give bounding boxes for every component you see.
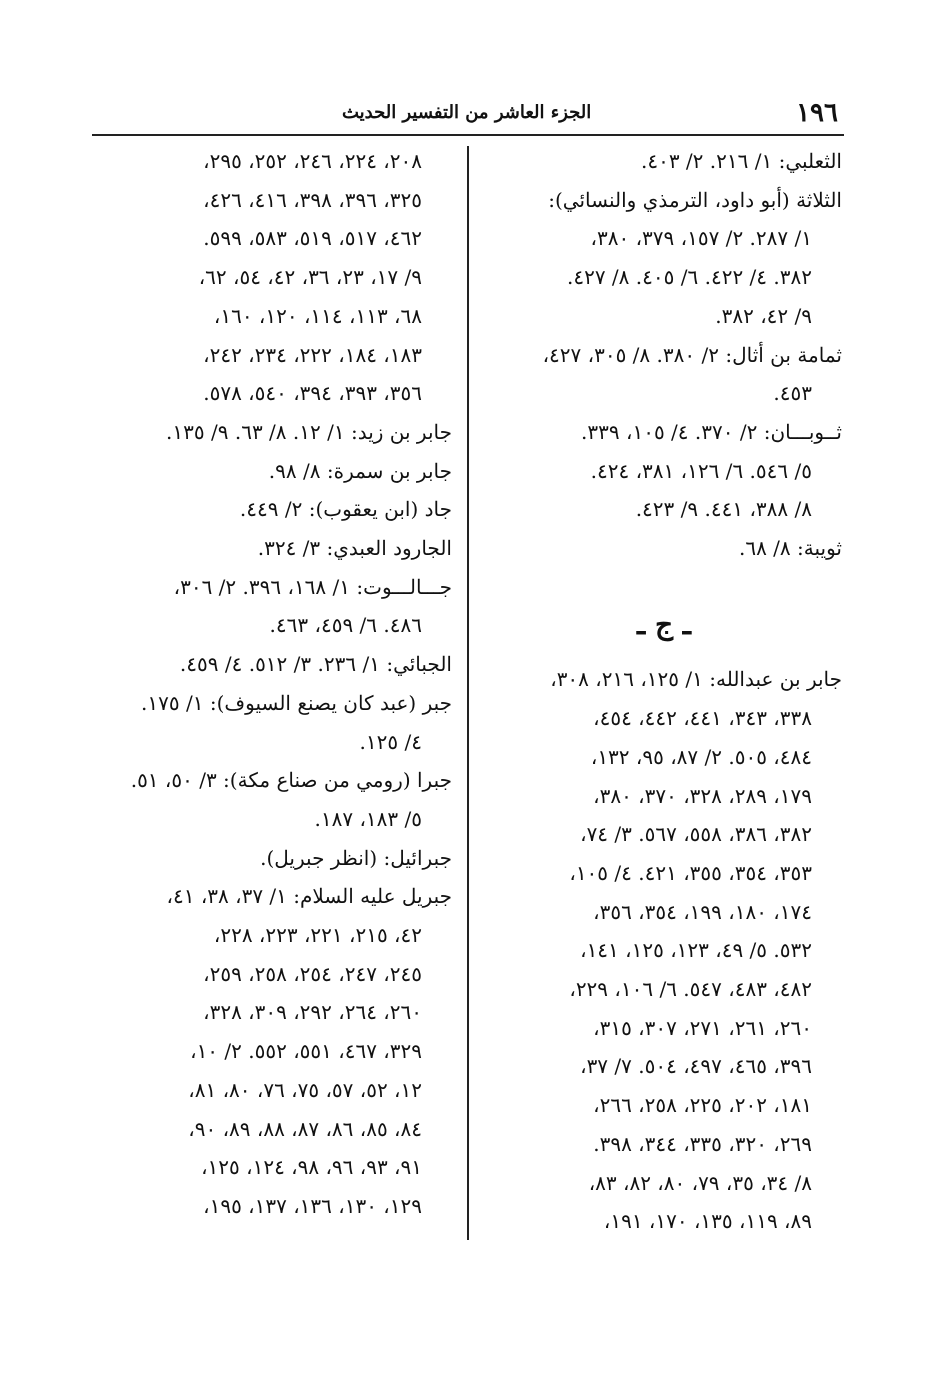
index-line: ٤/ ١٢٥. [359,729,422,754]
index-line: ١٢، ٥٢، ٥٧، ٧٥، ٧٦، ٨٠، ٨١، [188,1077,422,1102]
index-line: ٣٢٩، ٤٦٧، ٥٥١، ٥٥٢. ٢/ ١٠، [190,1039,422,1064]
index-line: ٩/ ١٧، ٢٣، ٣٦، ٤٢، ٥٤، ٦٢، [198,265,422,290]
index-line: جابر بن سمرة: ٨/ ٩٨. [268,458,452,483]
index-line: ٨٤، ٨٥، ٨٦، ٨٧، ٨٨، ٨٩، ٩٠، [188,1116,422,1141]
index-line: ٤٨٤، ٥٠٥. ٢/ ٨٧، ٩٥، ١٣٢، [590,744,812,769]
index-line: ٢٠٨، ٢٢٤، ٢٤٦، ٢٥٢، ٢٩٥، [203,149,422,173]
index-column-right [486,142,842,1241]
index-line: الجارود العبدي: ٣/ ٣٢٤. [257,536,452,561]
index-line: ٥/ ٥٤٦. ٦/ ١٢٦، ٣٨١، ٤٢٤. [590,458,812,483]
index-line: ثــوبـــان: ٢/ ٣٧٠. ٤/ ١٠٥، ٣٣٩. [581,419,842,444]
page-number: ١٩٦ [796,98,838,128]
index-line: ٣٩٦، ٤٦٥، ٤٩٧، ٥٠٤. ٧/ ٣٧، [580,1054,812,1079]
index-line: جابر بن عبدالله: ١/ ١٢٥، ٢١٦، ٣٠٨، [550,667,842,692]
index-line: ٨/ ٣٤، ٣٥، ٧٩، ٨٠، ٨٢، ٨٣، [588,1170,812,1195]
index-line: ٣٥٣، ٣٥٤، ٣٥٥، ٤٢١. ٤/ ١٠٥، [569,860,812,885]
index-line: ٣٢٥، ٣٩٦، ٣٩٨، ٤١٦، ٤٢٦، [203,187,422,212]
index-line: ثمامة بن أثال: ٢/ ٣٨٠. ٨/ ٣٠٥، ٤٢٧، [542,342,842,367]
index-line: ١٧٩، ٢٨٩، ٣٢٨، ٣٧٠، ٣٨٠، [593,783,812,808]
index-line: ٨٩، ١١٩، ١٣٥، ١٧٠، ١٩١، [603,1209,812,1234]
index-line: ٣٣٨، ٣٤٣، ٤٤١، ٤٤٢، ٤٥٤، [593,706,812,731]
index-line: الثعلبي: ١/ ٢١٦. ٢/ ٤٠٣. [640,149,842,173]
index-line: ١٨١، ٢٠٢، ٢٢٥، ٢٥٨، ٢٦٦، [593,1093,812,1118]
index-line: ١٨٣، ١٨٤، ٢٢٢، ٢٣٤، ٢٤٢، [203,342,422,367]
index-line: ٦٨، ١١٣، ١١٤، ١٢٠، ١٦٠، [213,303,422,328]
section-letter-heading: ـ ج ـ [637,607,691,641]
index-line: ١٧٤، ١٨٠، ١٩٩، ٣٥٤، ٣٥٦، [593,899,812,924]
index-line: ٢٤٥، ٢٤٧، ٢٥٤، ٢٥٨، ٢٥٩، [203,961,422,986]
page-header [92,96,844,130]
index-line: ٨/ ٣٨٨، ٤٤١. ٩/ ٤٢٣. [635,497,812,522]
index-line: جابر بن زيد: ١/ ١٢. ٨/ ٦٣. ٩/ ١٣٥. [166,419,452,444]
index-line: ٢٦٠، ٢٦٤، ٢٩٢، ٣٠٩، ٣٢٨، [203,1000,422,1025]
index-line: ٤٦٢، ٥١٧، ٥١٩، ٥٨٣، ٥٩٩. [203,226,422,251]
column-divider [467,146,469,1240]
index-line: الجبائي: ١/ ٢٣٦. ٣/ ٥١٢. ٤/ ٤٥٩. [179,652,452,677]
index-line: جبرائيل: (انظر جبريل). [260,845,452,870]
index-line: ٢٦٠، ٢٦١، ٢٧١، ٣٠٧، ٣١٥، [593,1015,812,1040]
index-line: ٥/ ١٨٣، ١٨٧. [314,806,422,831]
index-line: ٤٨٢، ٤٨٣، ٥٤٧. ٦/ ١٠٦، ٢٢٩، [569,977,812,1002]
index-line: ٩١، ٩٣، ٩٦، ٩٨، ١٢٤، ١٢٥، [201,1155,422,1180]
index-line: الثلاثة (أبو داود، الترمذي والنسائي): [548,187,842,212]
index-line: ٤٥٣. [773,381,812,406]
index-line: ٣٨٢. ٤/ ٤٢٢. ٦/ ٤٠٥. ٨/ ٤٢٧. [566,265,812,290]
index-line: ١/ ٢٨٧. ٢/ ١٥٧، ٣٧٩، ٣٨٠، [590,226,812,251]
index-line: جاد (ابن يعقوب): ٢/ ٤٤٩. [239,497,452,522]
index-line: جـــالـــوت: ١/ ١٦٨، ٣٩٦. ٢/ ٣٠٦، [173,574,452,599]
index-line: ٣٨٢، ٣٨٦، ٥٥٨، ٥٦٧. ٣/ ٧٤، [580,822,812,847]
index-line: ٣٥٦، ٣٩٣، ٣٩٤، ٥٤٠، ٥٧٨. [203,381,422,406]
header-rule [92,134,844,136]
index-line: ٢٦٩، ٣٢٠، ٣٣٥، ٣٤٤، ٣٩٨. [593,1131,812,1156]
index-line: ٥٣٢. ٥/ ٤٩، ١٢٣، ١٢٥، ١٤١، [580,938,812,963]
index-line: جبر (عبد كان يصنع السيوف): ١/ ١٧٥. [141,690,452,715]
index-line: ٤٢، ٢١٥، ٢٢١، ٢٢٣، ٢٢٨، [213,923,422,948]
index-column-left [96,142,452,1226]
index-line: ثويبة: ٨/ ٦٨. [738,536,842,561]
index-line: ٤٨٦. ٦/ ٤٥٩، ٤٦٣. [269,613,422,638]
index-line: ٩/ ٤٢، ٣٨٢. [715,303,812,328]
index-line: جبرا (رومي من صناع مكة): ٣/ ٥٠، ٥١. [130,768,452,793]
index-line: ١٢٩، ١٣٠، ١٣٦، ١٣٧، ١٩٥، [203,1193,422,1218]
running-title: الجزء العاشر من التفسير الحديث [342,102,592,123]
index-line: جبريل عليه السلام: ١/ ٣٧، ٣٨، ٤١، [166,884,452,909]
